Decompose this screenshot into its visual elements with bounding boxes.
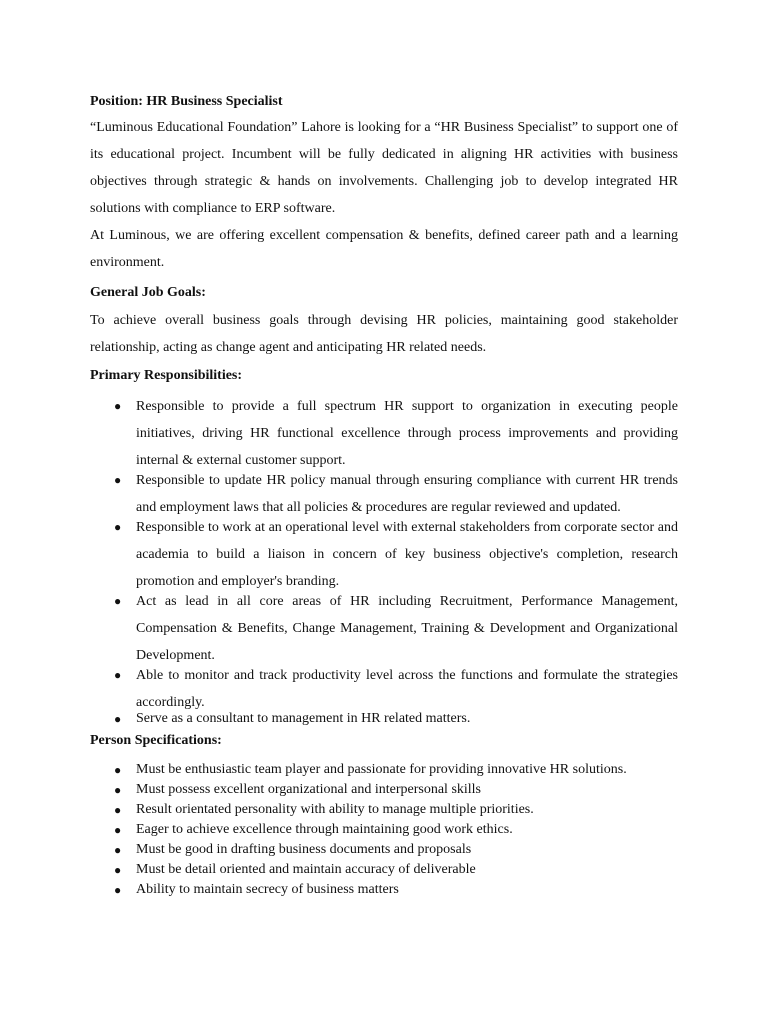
list-item: ● Ability to maintain secrecy of business matters (90, 880, 678, 900)
list-item: ● Serve as a consultant to management in HR related matters. (90, 709, 678, 729)
list-item: ● Must be good in drafting business documents and proposals (90, 840, 678, 860)
bullet-icon: ● (114, 883, 122, 897)
bullet-icon: ● (114, 399, 122, 413)
intro-paragraph: “Luminous Educational Foundation” Lahore is looking for a “HR Business Specialist” to support one of its educational project. Incumbent will be fully dedicated in aligning HR activities with business objectives through strategic & hands on involvements. Challenging job to develop integrated HR solutions with compliance to ERP software. (90, 120, 678, 216)
general-goals-heading: General Job Goals: (90, 285, 206, 300)
job-description (90, 92, 678, 900)
bullet-icon: ● (114, 863, 122, 877)
position-heading: Position: HR Business Specialist (90, 94, 283, 109)
person-specifications-list (90, 760, 678, 900)
list-item: ● Result orientated personality with ability to manage multiple priorities. (90, 800, 678, 820)
list-item: ● Must be detail oriented and maintain accuracy of deliverable (90, 860, 678, 880)
bullet-icon: ● (114, 668, 122, 682)
primary-responsibilities-heading: Primary Responsibilities: (90, 368, 243, 383)
list-item: ● Responsible to provide a full spectrum HR support to organization in executing people initiatives, driving HR functional excellence through process improvements and providing internal & external customer support. (90, 393, 678, 474)
bullet-icon: ● (114, 594, 122, 608)
list-item: ● Able to monitor and track productivity level across the functions and formulate the strategies accordingly. (90, 662, 678, 716)
bullet-icon: ● (114, 783, 122, 797)
bullet-icon: ● (114, 823, 122, 837)
bullet-icon: ● (114, 763, 122, 777)
list-item: ● Responsible to work at an operational level with external stakeholders from corporate sector and academia to build a liaison in concern of key business objective's completion, research promotion and employer's branding. (90, 514, 678, 595)
offering-paragraph: At Luminous, we are offering excellent compensation & benefits, defined career path and a learning environment. (90, 228, 678, 270)
list-item: ● Responsible to update HR policy manual through ensuring compliance with current HR trends and employment laws that all policies & procedures are regular reviewed and updated. (90, 467, 678, 521)
person-specifications-heading: Person Specifications: (90, 733, 222, 748)
list-item: ● Act as lead in all core areas of HR including Recruitment, Performance Management, Compensation & Benefits, Change Management, Training & Development and Organizational Development. (90, 588, 678, 669)
primary-responsibilities-list (90, 393, 678, 729)
list-item: ● Must be enthusiastic team player and passionate for providing innovative HR solutions. (90, 760, 678, 780)
bullet-icon: ● (114, 712, 122, 726)
bullet-icon: ● (114, 843, 122, 857)
bullet-icon: ● (114, 803, 122, 817)
bullet-icon: ● (114, 520, 122, 534)
bullet-icon: ● (114, 473, 122, 487)
general-goals-text: To achieve overall business goals through devising HR policies, maintaining good stakeholder relationship, acting as change agent and anticipating HR related needs. (90, 313, 678, 355)
list-item: ● Must possess excellent organizational and interpersonal skills (90, 780, 678, 800)
list-item: ● Eager to achieve excellence through maintaining good work ethics. (90, 820, 678, 840)
